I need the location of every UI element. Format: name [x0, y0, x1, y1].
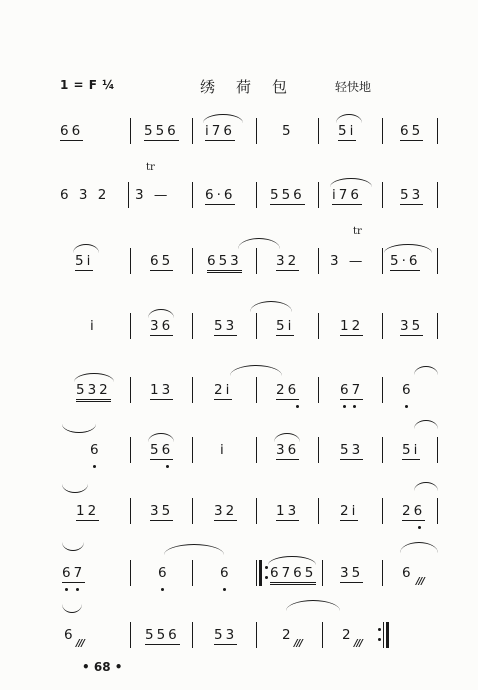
staff-line-3 — [0, 248, 478, 278]
low-octave-dot — [296, 405, 299, 408]
note-group: 2i — [214, 382, 233, 398]
low-octave-dot — [405, 405, 408, 408]
note-group: 5i — [276, 318, 295, 334]
slur — [330, 178, 372, 187]
note-group: 36 — [150, 318, 174, 334]
note-group: 12 — [76, 503, 100, 519]
tremolo-mark: /// — [416, 576, 424, 587]
barline — [130, 313, 131, 339]
low-octave-dot — [353, 405, 356, 408]
barline — [382, 182, 383, 208]
barline — [256, 182, 257, 208]
barline — [382, 118, 383, 144]
slur — [230, 365, 282, 376]
note-group: i — [90, 318, 97, 334]
barline — [192, 118, 193, 144]
low-octave-dot — [343, 405, 346, 408]
note-group: 35 — [150, 503, 174, 519]
note-group: 6 — [64, 627, 76, 643]
staff-line-9 — [0, 622, 478, 652]
barline — [256, 498, 257, 524]
note-group: 13 — [150, 382, 174, 398]
barline — [192, 377, 193, 403]
barline — [256, 118, 257, 144]
note-group: 26 — [276, 382, 300, 398]
song-title: 绣荷包 — [200, 78, 309, 96]
slur-tie — [414, 420, 438, 429]
note-group: 6 — [220, 565, 232, 581]
barline — [256, 248, 257, 274]
barline — [382, 437, 383, 463]
note-group: 6 3 2 — [60, 187, 110, 203]
staff-line-4 — [0, 313, 478, 343]
note-group: i — [220, 442, 227, 458]
barline — [192, 622, 193, 648]
note-group: 6·6 — [205, 187, 236, 203]
slur — [268, 556, 316, 565]
barline — [128, 182, 129, 208]
slur — [384, 244, 432, 253]
slur — [148, 309, 174, 318]
note-group: 6 — [402, 382, 414, 398]
note-group: 2i — [340, 503, 359, 519]
barline — [130, 498, 131, 524]
note-group: i76 — [332, 187, 362, 203]
barline — [437, 118, 438, 144]
repeat-start-barline — [259, 560, 262, 586]
note-group: 3 — — [330, 253, 366, 269]
tremolo-mark: /// — [76, 638, 84, 649]
barline — [130, 622, 131, 648]
note-group: 67 — [340, 382, 364, 398]
note-group: 65 — [400, 123, 424, 139]
barline — [382, 498, 383, 524]
slur — [274, 433, 300, 442]
barline — [318, 377, 319, 403]
tremolo-mark: /// — [354, 638, 362, 649]
barline — [322, 560, 323, 586]
staff-line-7 — [0, 498, 478, 528]
barline — [382, 377, 383, 403]
slur — [73, 244, 99, 253]
low-octave-dot — [223, 588, 226, 591]
note-group: 556 — [270, 187, 305, 203]
note-group: 3 — — [135, 187, 171, 203]
barline — [130, 248, 131, 274]
slur-tie — [62, 542, 84, 551]
barline — [437, 248, 438, 274]
slur — [400, 542, 438, 553]
staff-line-6 — [0, 437, 478, 467]
note-group: 5i — [402, 442, 421, 458]
slur — [286, 600, 340, 611]
barline — [382, 313, 383, 339]
low-octave-dot — [161, 588, 164, 591]
barline — [318, 248, 319, 274]
note-group: 6 — [158, 565, 170, 581]
note-group: 53 — [214, 318, 238, 334]
slur — [250, 301, 292, 312]
barline — [130, 560, 131, 586]
barline — [256, 560, 257, 586]
note-group: 6 — [90, 442, 102, 458]
slur-tie — [414, 366, 438, 375]
low-octave-dot — [65, 588, 68, 591]
barline — [437, 313, 438, 339]
page-number: • 68 • — [82, 660, 123, 674]
barline — [192, 560, 193, 586]
slur-tie — [414, 482, 438, 491]
low-octave-dot — [166, 465, 169, 468]
repeat-dot — [265, 576, 268, 579]
tempo-marking: 轻快地 — [335, 80, 372, 94]
note-group: 2 — [342, 627, 354, 643]
note-group: 32 — [276, 253, 300, 269]
note-group: 532 — [76, 382, 111, 402]
note-group: 653 — [207, 253, 242, 273]
score-header — [0, 78, 478, 100]
barline — [192, 313, 193, 339]
note-group: 5i — [338, 123, 357, 139]
barline — [318, 182, 319, 208]
barline — [192, 498, 193, 524]
slur-tie — [62, 604, 82, 613]
note-group: 5i — [75, 253, 94, 269]
slur — [336, 114, 362, 123]
note-group: 556 — [145, 627, 180, 643]
repeat-dot — [265, 566, 268, 569]
staff-line-8 — [0, 560, 478, 590]
note-group: 556 — [144, 123, 179, 139]
trill-mark: tr — [146, 162, 155, 173]
repeat-end-barline — [386, 622, 389, 648]
low-octave-dot — [93, 465, 96, 468]
note-group: 26 — [402, 503, 426, 519]
note-group: 36 — [276, 442, 300, 458]
barline — [382, 560, 383, 586]
note-group: 2 — [282, 627, 294, 643]
key-signature: 1 = F ¼ — [60, 78, 116, 92]
barline — [318, 498, 319, 524]
slur — [164, 544, 224, 555]
note-group: i76 — [205, 123, 235, 139]
slur — [238, 238, 280, 249]
barline — [130, 377, 131, 403]
note-group: 53 — [340, 442, 364, 458]
slur-tie — [62, 484, 88, 493]
note-group: 5·6 — [390, 253, 421, 269]
staff-line-1 — [0, 118, 478, 148]
slur-tie — [62, 424, 96, 433]
barline — [130, 437, 131, 463]
trill-mark: tr — [353, 226, 362, 237]
repeat-end-barline — [383, 622, 384, 648]
barline — [192, 182, 193, 208]
note-group: 56 — [150, 442, 174, 458]
barline — [322, 622, 323, 648]
repeat-dot — [378, 628, 381, 631]
note-group: 6765 — [270, 565, 316, 585]
barline — [256, 437, 257, 463]
barline — [192, 248, 193, 274]
low-octave-dot — [76, 588, 79, 591]
barline — [256, 313, 257, 339]
slur — [148, 433, 174, 442]
slur — [203, 114, 243, 123]
staff-line-2 — [0, 182, 478, 212]
staff-line-5 — [0, 377, 478, 407]
barline — [437, 498, 438, 524]
low-octave-dot — [418, 526, 421, 529]
note-group: 53 — [400, 187, 424, 203]
slur — [74, 373, 114, 382]
note-group: 65 — [150, 253, 174, 269]
note-group: 66 — [60, 123, 84, 139]
barline — [130, 118, 131, 144]
note-group: 35 — [340, 565, 364, 581]
barline — [192, 437, 193, 463]
barline — [318, 313, 319, 339]
note-group: 6 — [402, 565, 414, 581]
barline — [318, 437, 319, 463]
barline — [256, 622, 257, 648]
note-group: 35 — [400, 318, 424, 334]
note-group: 32 — [214, 503, 238, 519]
note-group: 5 — [282, 123, 294, 139]
note-group: 53 — [214, 627, 238, 643]
tremolo-mark: /// — [294, 638, 302, 649]
barline — [318, 118, 319, 144]
barline — [437, 437, 438, 463]
note-group: 12 — [340, 318, 364, 334]
barline — [256, 377, 257, 403]
note-group: 13 — [276, 503, 300, 519]
barline — [437, 182, 438, 208]
repeat-dot — [378, 638, 381, 641]
note-group: 67 — [62, 565, 86, 581]
